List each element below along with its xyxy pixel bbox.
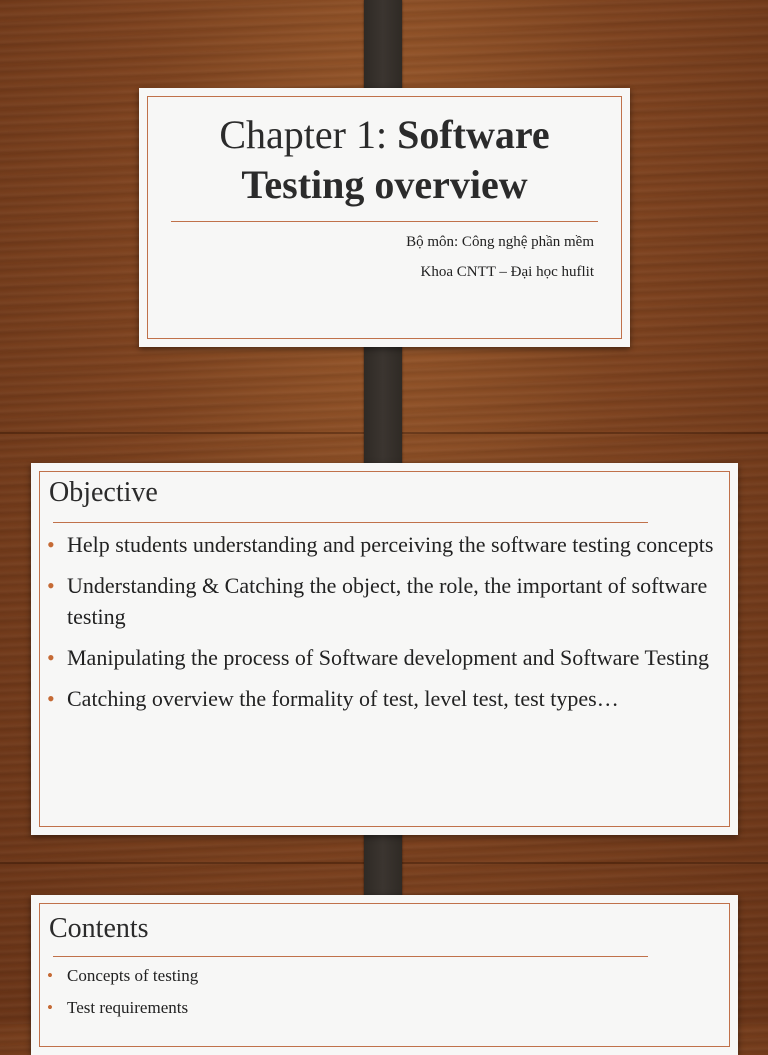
list-item — [47, 996, 718, 1020]
strap — [364, 330, 402, 480]
bullet-icon: • — [47, 645, 55, 670]
title-bold-1: Software — [397, 112, 550, 157]
bullet-icon: • — [47, 998, 53, 1017]
list-item — [47, 642, 718, 673]
slide-title — [139, 110, 630, 210]
bullet-icon: • — [47, 573, 55, 598]
title-slide-card — [139, 88, 630, 347]
list-item — [47, 529, 718, 560]
bullet-icon: • — [47, 686, 55, 711]
title-bold-2: Testing overview — [241, 162, 528, 207]
objective-slide-card — [31, 463, 738, 835]
objective-list — [47, 529, 718, 724]
list-item — [47, 964, 718, 988]
list-item-text: Test requirements — [67, 998, 189, 1017]
list-item-text: Manipulating the process of Software development and Software Testing — [67, 645, 710, 670]
title-divider — [171, 221, 598, 222]
subtitle-faculty: Khoa CNTT – Đại học huflit — [420, 264, 594, 280]
heading-divider — [53, 956, 648, 957]
list-item — [47, 570, 718, 632]
objective-heading: Objective — [49, 477, 158, 508]
subtitle-department: Bộ môn: Công nghệ phần mềm — [406, 234, 594, 250]
list-item — [47, 683, 718, 714]
bullet-icon: • — [47, 966, 53, 985]
contents-heading: Contents — [49, 913, 149, 944]
contents-list — [47, 964, 718, 1028]
contents-slide-card — [31, 895, 738, 1055]
heading-divider — [53, 522, 648, 523]
title-prefix: Chapter 1: — [219, 112, 398, 157]
list-item-text: Catching overview the formality of test, level test, test types… — [67, 686, 619, 711]
bullet-icon: • — [47, 532, 55, 557]
list-item-text: Understanding & Catching the object, the role, the important of software testing — [67, 573, 708, 629]
list-item-text: Concepts of testing — [67, 966, 199, 985]
list-item-text: Help students understanding and perceiving the software testing concepts — [67, 532, 714, 557]
